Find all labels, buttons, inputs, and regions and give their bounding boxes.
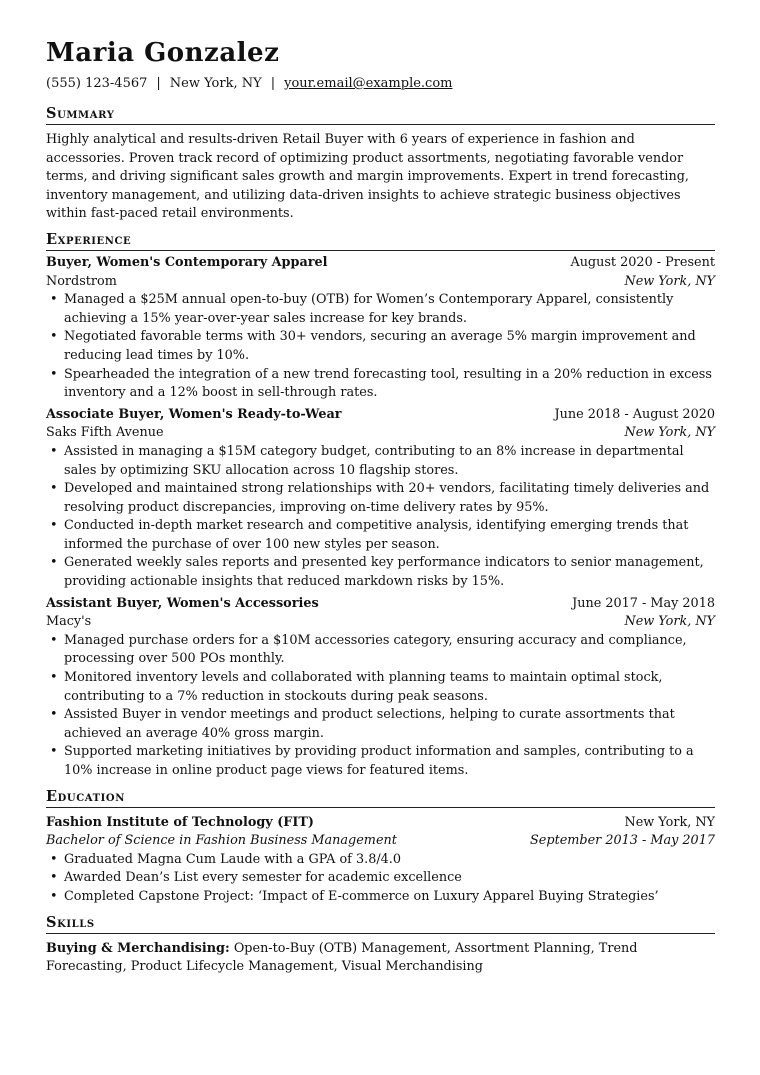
bullet-item: • Graduated Magna Cum Laude with a GPA of 3.8/4.0 [64, 851, 715, 870]
job-dates: August 2020 - Present [570, 254, 715, 270]
phone-number: (555) 123-4567 [46, 76, 148, 91]
bullet-item: • Generated weekly sales reports and presented key performance indicators to senior management, providing actionable insights that reduced markdown risks by 15%. [64, 554, 715, 591]
skills-section [46, 914, 715, 977]
job-company: Macy's [46, 614, 92, 630]
skills-text [46, 940, 715, 977]
contact-line [46, 76, 715, 92]
bullet-item: • Assisted in managing a $15M category budget, contributing to an 8% increase in departmental sales by optimizing SKU allocation across 10 flagship stores. [64, 443, 715, 480]
job-company: Nordstrom [46, 273, 117, 289]
job-header [46, 406, 715, 425]
job-entry [46, 406, 715, 592]
job-entry [46, 254, 715, 403]
bullet-item: • Managed purchase orders for a $10M accessories category, ensuring accuracy and compliance, processing over 500 POs monthly. [64, 632, 715, 669]
job-company: Saks Fifth Avenue [46, 425, 164, 441]
job-role: Associate Buyer, Women's Ready-to-Wear [46, 406, 342, 422]
section-title-experience: Experience [46, 231, 715, 251]
job-entry [46, 595, 715, 781]
bullet-item: • Conducted in-depth market research and competitive analysis, identifying emerging trends that informed the purchase of over 100 new styles per season. [64, 517, 715, 554]
skills-label: Buying & Merchandising: [46, 940, 230, 956]
experience-section [46, 231, 715, 781]
school-name: Fashion Institute of Technology (FIT) [46, 814, 314, 830]
job-bullets [46, 291, 715, 403]
education-subheader [46, 832, 715, 851]
bullet-item: • Monitored inventory levels and collaborated with planning teams to maintain optimal stock, contributing to a 7% reduction in stockouts during peak seasons. [64, 669, 715, 706]
separator: | [156, 76, 161, 91]
bullet-item: • Managed a $25M annual open-to-buy (OTB) for Women’s Contemporary Apparel, consistently achieving a 15% year-over-year sales increase for key brands. [64, 291, 715, 328]
candidate-name: Maria Gonzalez [46, 38, 280, 68]
job-location: New York, NY [624, 425, 715, 441]
section-title-skills: Skills [46, 914, 715, 934]
bullet-item: • Completed Capstone Project: ‘Impact of E-commerce on Luxury Apparel Buying Strategies’ [64, 888, 715, 907]
job-role: Assistant Buyer, Women's Accessories [46, 595, 319, 611]
bullet-item: • Assisted Buyer in vendor meetings and product selections, helping to curate assortments that achieved an average 40% gross margin. [64, 706, 715, 743]
job-location: New York, NY [624, 273, 715, 289]
job-bullets [46, 443, 715, 592]
job-header [46, 254, 715, 273]
section-title-summary: Summary [46, 105, 715, 125]
job-bullets [46, 632, 715, 781]
job-location: New York, NY [624, 614, 715, 630]
job-dates: June 2018 - August 2020 [554, 406, 715, 422]
education-bullets [46, 851, 715, 907]
education-dates: September 2013 - May 2017 [530, 833, 715, 849]
school-location: New York, NY [624, 814, 715, 830]
summary-section [46, 105, 715, 224]
location: New York, NY [169, 76, 262, 91]
job-subheader [46, 613, 715, 632]
education-entry [46, 814, 715, 907]
bullet-item: • Awarded Dean’s List every semester for academic excellence [64, 869, 715, 888]
bullet-item: • Negotiated favorable terms with 30+ vendors, securing an average 5% margin improvement and reducing lead times by 10%. [64, 328, 715, 365]
bullet-item: • Supported marketing initiatives by providing product information and samples, contributing to a 10% increase in online product page views for featured items. [64, 743, 715, 780]
bullet-item: • Spearheaded the integration of a new trend forecasting tool, resulting in a 20% reduction in excess inventory and a 12% boost in sell-through rates. [64, 366, 715, 403]
education-header [46, 814, 715, 833]
bullet-item: • Developed and maintained strong relationships with 20+ vendors, facilitating timely deliveries and resolving product discrepancies, improving on-time delivery rates by 95%. [64, 480, 715, 517]
skills-list: Open-to-Buy (OTB) Management, Assortment Planning, Trend Forecasting, Product Lifecycle Management, Visual Merchandising [46, 940, 638, 975]
job-subheader [46, 424, 715, 443]
summary-text: Highly analytical and results-driven Retail Buyer with 6 years of experience in fashion and accessories. Proven track record of optimizing product assortments, negotiating favorable vendor terms, and driving significant sales growth and margin improvements. Expert in trend forecasting, inventory management, and utilizing data-driven insights to achieve strategic business objectives within fast-paced retail environments. [46, 132, 689, 222]
email-link[interactable]: your.email@example.com [284, 76, 453, 91]
separator: | [270, 76, 276, 91]
job-subheader [46, 273, 715, 292]
section-title-education: Education [46, 788, 715, 808]
job-header [46, 595, 715, 614]
job-role: Buyer, Women's Contemporary Apparel [46, 254, 328, 270]
degree: Bachelor of Science in Fashion Business Management [46, 833, 397, 849]
job-dates: June 2017 - May 2018 [572, 595, 715, 611]
education-section [46, 788, 715, 907]
